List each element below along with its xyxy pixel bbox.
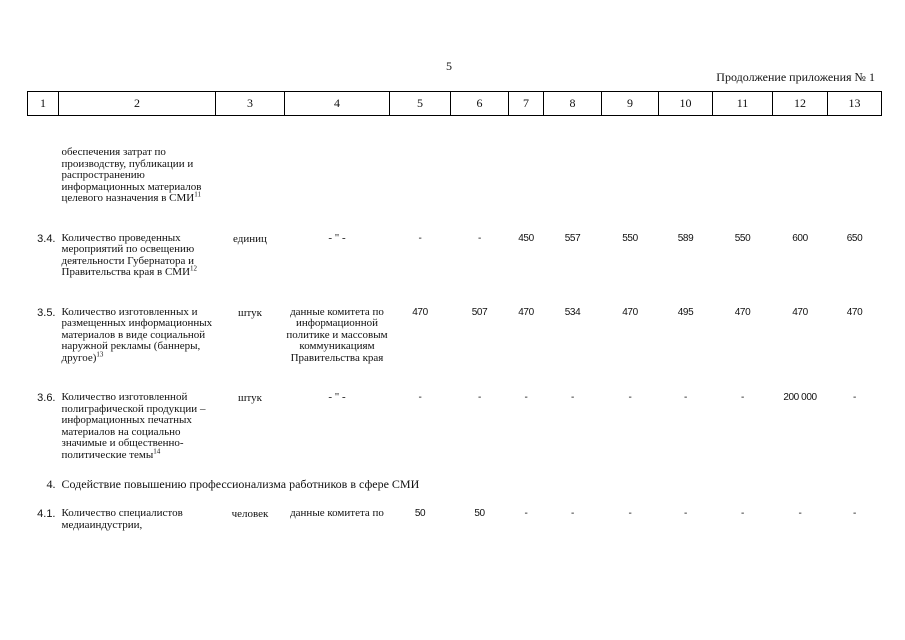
footnote-ref: 13 <box>96 349 104 358</box>
page-number: 5 <box>446 59 452 73</box>
table-row <box>28 492 882 531</box>
column-header: 3 <box>216 92 285 116</box>
value-cell: - <box>478 392 481 403</box>
column-header: 12 <box>773 92 828 116</box>
column-header: 11 <box>713 92 773 116</box>
column-header: 8 <box>544 92 602 116</box>
table-row <box>28 364 882 461</box>
value-cell: 507 <box>471 306 488 318</box>
value-cell: - <box>628 392 632 403</box>
column-header: 4 <box>285 92 390 116</box>
value-cell: - <box>853 392 856 403</box>
value-cell: - <box>684 508 687 519</box>
value-cell: 470 <box>412 306 428 318</box>
indicator-text: обеспечения затрат по производству, публикации и распространению информационных материалов целевого назначения в СМИ$^{11}$ <box>61 146 202 204</box>
indicator-text: Количество проведенных мероприятий по освещению деятельности Губернатора и Правительства края в СМИ$^{12}$ <box>61 231 198 278</box>
section-row <box>28 461 882 492</box>
footnote-ref: 11 <box>194 190 201 199</box>
source-cell: данные комитета по информационной политике и массовым коммуникациям Правительства края <box>286 305 388 364</box>
appendix-continuation-label: Продолжение приложения № 1 <box>716 70 875 84</box>
appendix-table <box>27 91 882 531</box>
row-number: 3.6. <box>37 392 56 404</box>
source-cell: данные комитета по <box>290 507 384 519</box>
value-cell: - <box>853 508 856 519</box>
column-header: 10 <box>659 92 713 116</box>
value-cell: 550 <box>622 232 638 244</box>
value-cell: - <box>478 232 481 244</box>
value-cell: - <box>418 392 422 403</box>
value-cell: - <box>524 392 528 403</box>
value-cell: 470 <box>622 306 638 318</box>
value-cell: - <box>418 232 422 244</box>
value-cell: 470 <box>734 306 751 318</box>
footnote-ref: 12 <box>190 264 198 273</box>
value-cell: 495 <box>677 306 694 318</box>
value-cell: 589 <box>677 232 694 244</box>
value-cell: 470 <box>792 306 808 318</box>
value-cell: - <box>571 392 574 403</box>
source-cell: - " - <box>328 391 346 403</box>
section-title: Содействие повышению профессионализма работников в сфере СМИ <box>61 477 420 491</box>
value-cell: - <box>741 508 744 519</box>
value-cell: 450 <box>518 232 534 244</box>
column-number-row <box>28 92 882 116</box>
value-cell: 600 <box>792 232 808 244</box>
column-header: 1 <box>28 92 59 116</box>
section-number: 4. <box>46 477 56 491</box>
unit-cell: человек <box>231 508 269 520</box>
value-cell: - <box>524 508 528 519</box>
column-header: 7 <box>509 92 544 116</box>
table-row <box>28 205 882 279</box>
row-number: 3.5. <box>37 306 56 319</box>
column-header: 5 <box>390 92 451 116</box>
value-cell: 650 <box>846 232 863 244</box>
value-cell: 470 <box>518 306 534 318</box>
column-header: 9 <box>602 92 659 116</box>
value-cell: 470 <box>846 306 863 318</box>
value-cell: 50 <box>474 508 485 519</box>
value-cell: - <box>798 508 802 519</box>
value-cell: - <box>571 508 574 519</box>
unit-cell: штук <box>238 392 262 404</box>
value-cell: 550 <box>734 232 751 244</box>
value-cell: 534 <box>564 306 581 318</box>
value-cell: - <box>628 508 632 519</box>
value-cell: - <box>741 392 744 403</box>
table-row <box>28 279 882 365</box>
value-cell: 557 <box>564 232 581 244</box>
unit-cell: штук <box>238 306 262 319</box>
value-cell: - <box>684 392 687 403</box>
value-cell: 200 000 <box>783 392 817 403</box>
indicator-text: Количество изготовленной полиграфической продукции – информационных печатных материалов на социально значимые и общественно-политические темы$^{14}$ <box>61 391 206 461</box>
table-row <box>28 116 882 205</box>
column-header: 6 <box>451 92 509 116</box>
indicator-text: Количество специалистов медиаиндустрии, <box>61 507 183 531</box>
column-header: 2 <box>59 92 216 116</box>
footnote-ref: 14 <box>153 446 161 455</box>
indicator-text: Количество изготовленных и размещенных информационных материалов в виде социальной наружной рекламы (баннеры, другое)$^{13}$ <box>61 305 213 364</box>
column-header: 13 <box>828 92 882 116</box>
source-cell: - " - <box>328 231 346 244</box>
value-cell: 50 <box>414 508 426 519</box>
unit-cell: единиц <box>233 232 267 245</box>
row-number: 3.4. <box>37 232 56 245</box>
row-number: 4.1. <box>37 508 56 520</box>
